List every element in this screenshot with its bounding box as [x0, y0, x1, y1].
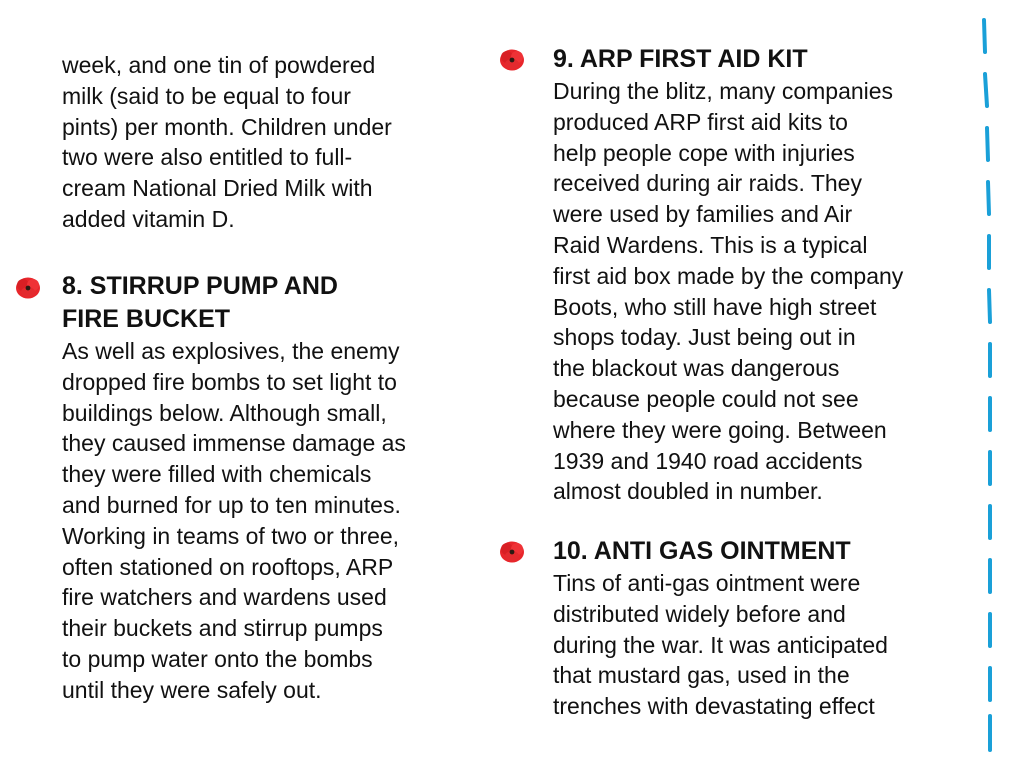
item-10 [553, 535, 888, 722]
item-8-body: As well as explosives, the enemy dropped fire bombs to set light to buildings below. Although small, they caused immense damage as they were filled with chemicals and burned for up to ten minutes. Working in teams of two or three, often stationed on rooftops, ARP fire watchers and wardens used their buckets and stirrup pumps to pump water onto the bombs until they were safely out. [62, 338, 406, 703]
item-9-title: 9. ARP FIRST AID KIT [553, 45, 808, 73]
item-10-body: Tins of anti-gas ointment were distributed widely before and during the war. It was anticipated that mustard gas, used in the trenches with devastating effect [553, 570, 888, 720]
poppy-icon [499, 540, 525, 564]
item-8 [62, 270, 406, 706]
poppy-icon [15, 276, 41, 300]
poppy-icon [499, 48, 525, 72]
intro-paragraph: week, and one tin of powdered milk (said to be equal to four pints) per month. Children under two were also entitled to full- cream National Dried Milk with added vitamin D. [62, 52, 392, 232]
item-8-title: 8. STIRRUP PUMP AND FIRE BUCKET [62, 272, 338, 333]
dashed-line [978, 16, 998, 756]
item-9 [553, 43, 903, 507]
item-9-body: During the blitz, many companies produced ARP first aid kits to help people cope with injuries received during air raids. They were used by families and Air Raid Wardens. This is a typical first aid box made by the company Boots, who still have high street shops today. Just being out in the blackout was dangerous because people could not see where they were going. Between 1939 and 1940 road accidents almost doubled in number. [553, 78, 904, 505]
intro-block [62, 50, 392, 235]
item-10-title: 10. ANTI GAS OINTMENT [553, 537, 851, 565]
